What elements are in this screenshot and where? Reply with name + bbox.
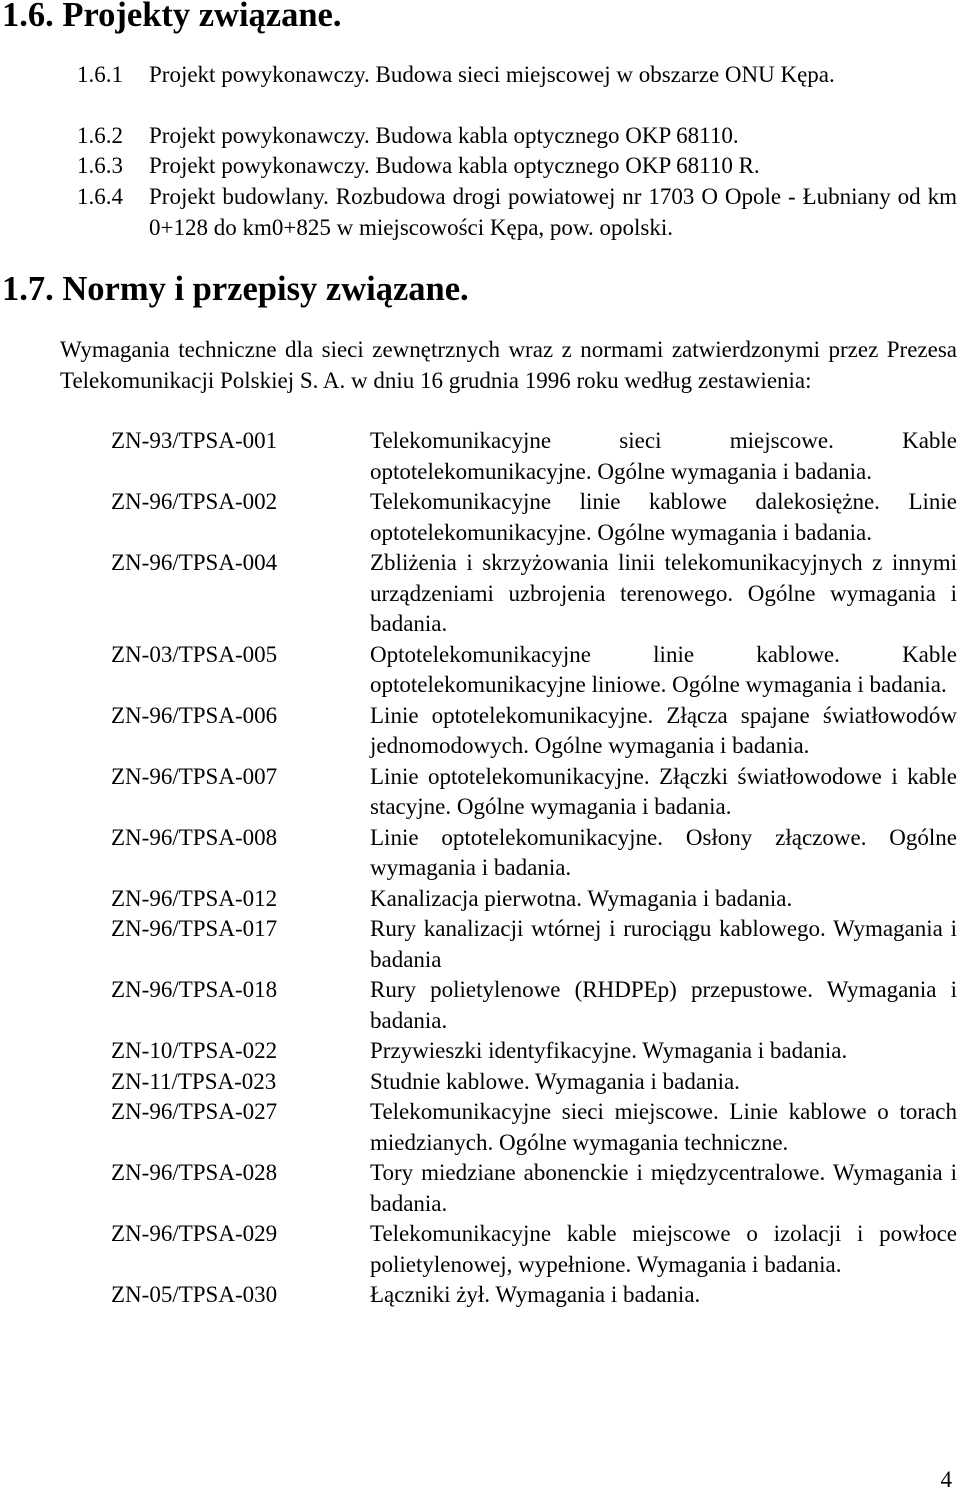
norm-code: ZN-05/TPSA-030 (111, 1282, 278, 1307)
norm-code: ZN-03/TPSA-005 (111, 641, 278, 667)
intro-paragraph: Wymagania techniczne dla sieci zewnętrznych wraz z normami zatwierdzonymi przez Prezesa Telekomunikacji Polskiej S. A. w dniu 16 grudnia 1996 roku według zestawienia: (60, 337, 957, 393)
project-item (77, 60, 957, 91)
norm-code: ZN-96/TPSA-007 (111, 763, 278, 789)
norm-code: ZN-93/TPSA-001 (111, 428, 278, 453)
norm-description: Przywieszki identyfikacyjne. Wymagania i badania. (370, 1038, 848, 1063)
norm-code: ZN-96/TPSA-002 (111, 489, 278, 514)
norm-description: Telekomunikacyjne sieci miejscowe. Kable optotelekomunikacyjne. Ogólne wymagania i badania. (370, 428, 957, 484)
norm-code: ZN-96/TPSA-029 (111, 1221, 278, 1246)
project-text: Projekt powykonawczy. Budowa sieci miejscowej w obszarze ONU Kępa. (149, 62, 835, 87)
norm-description: Telekomunikacyjne sieci miejscowe. Linie kablowe o torach miedzianych. Ogólne wymagania techniczne. (370, 1099, 957, 1155)
project-number: 1.6.2 (77, 123, 123, 148)
norm-code: ZN-96/TPSA-027 (111, 1099, 278, 1124)
section-heading-1-6: 1.6. Projekty związane. (2, 0, 342, 34)
norm-row (111, 1036, 957, 1067)
norm-code: ZN-96/TPSA-008 (111, 824, 278, 850)
norm-description: Zbliżenia i skrzyżowania linii telekomunikacyjnych z innymi urządzeniami uzbrojenia terenowego. Ogólne wymagania i badania. (370, 550, 957, 636)
norm-row (111, 1280, 957, 1311)
project-number: 1.6.3 (77, 153, 123, 178)
norm-code: ZN-96/TPSA-006 (111, 702, 278, 728)
norm-code: ZN-96/TPSA-028 (111, 1160, 278, 1185)
page-number: 4 (940, 1467, 952, 1492)
norm-description: Linie optotelekomunikacyjne. Złącza spajane światłowodów jednomodowych. Ogólne wymagania i badania. (370, 702, 957, 758)
norm-description: Kanalizacja pierwotna. Wymagania i badania. (370, 885, 793, 911)
norm-description: Telekomunikacyjne linie kablowe dalekosiężne. Linie optotelekomunikacyjne. Ogólne wymagania i badania. (370, 489, 957, 545)
project-text: Projekt budowlany. Rozbudowa drogi powiatowej nr 1703 O Opole - Łubniany od km 0+128 do km0+825 w miejscowości Kępa, pow. opolski. (149, 184, 957, 240)
norm-description: Telekomunikacyjne kable miejscowe o izolacji i powłoce polietylenowej, wypełnione. Wymagania i badania. (370, 1221, 957, 1277)
norm-row (111, 548, 957, 640)
norm-description: Linie optotelekomunikacyjne. Osłony złączowe. Ogólne wymagania i badania. (370, 824, 957, 880)
project-item (77, 121, 957, 152)
norm-description: Tory miedziane abonenckie i międzycentralowe. Wymagania i badania. (370, 1160, 957, 1216)
norm-code: ZN-96/TPSA-018 (111, 977, 278, 1002)
norm-code: ZN-96/TPSA-012 (111, 885, 278, 911)
norm-description: Optotelekomunikacyjne linie kablowe. Kable optotelekomunikacyjne liniowe. Ogólne wymagania i badania. (370, 641, 957, 697)
norm-row (111, 975, 957, 1036)
project-item (77, 182, 957, 243)
project-number: 1.6.1 (77, 62, 123, 87)
norm-description: Łączniki żył. Wymagania i badania. (370, 1282, 701, 1307)
norm-code: ZN-96/TPSA-004 (111, 550, 278, 575)
norms-list (111, 426, 957, 1311)
project-item (77, 151, 957, 182)
norm-code: ZN-96/TPSA-017 (111, 916, 278, 941)
norm-description: Rury kanalizacji wtórnej i rurociągu kablowego. Wymagania i badania (370, 916, 957, 972)
project-number: 1.6.4 (77, 184, 123, 209)
norm-code: ZN-10/TPSA-022 (111, 1038, 278, 1063)
norm-description: Linie optotelekomunikacyjne. Złączki światłowodowe i kable stacyjne. Ogólne wymagania i badania. (370, 763, 957, 819)
norm-row (111, 914, 957, 975)
norm-row (111, 640, 957, 701)
section-heading-1-7: 1.7. Normy i przepisy związane. (2, 270, 469, 308)
norm-row (111, 1219, 957, 1280)
norm-row (111, 487, 957, 548)
norm-row (111, 762, 957, 823)
norm-row (111, 823, 957, 884)
norm-row (111, 426, 957, 487)
norm-row (111, 701, 957, 762)
norm-description: Rury polietylenowe (RHDPEp) przepustowe. Wymagania i badania. (370, 977, 957, 1033)
norm-code: ZN-11/TPSA-023 (111, 1068, 277, 1094)
norm-row (111, 884, 957, 915)
norm-description: Studnie kablowe. Wymagania i badania. (370, 1068, 740, 1094)
project-text: Projekt powykonawczy. Budowa kabla optycznego OKP 68110. (149, 123, 739, 148)
norm-row (111, 1158, 957, 1219)
norm-row (111, 1067, 957, 1098)
norm-row (111, 1097, 957, 1158)
project-text: Projekt powykonawczy. Budowa kabla optycznego OKP 68110 R. (149, 153, 760, 178)
